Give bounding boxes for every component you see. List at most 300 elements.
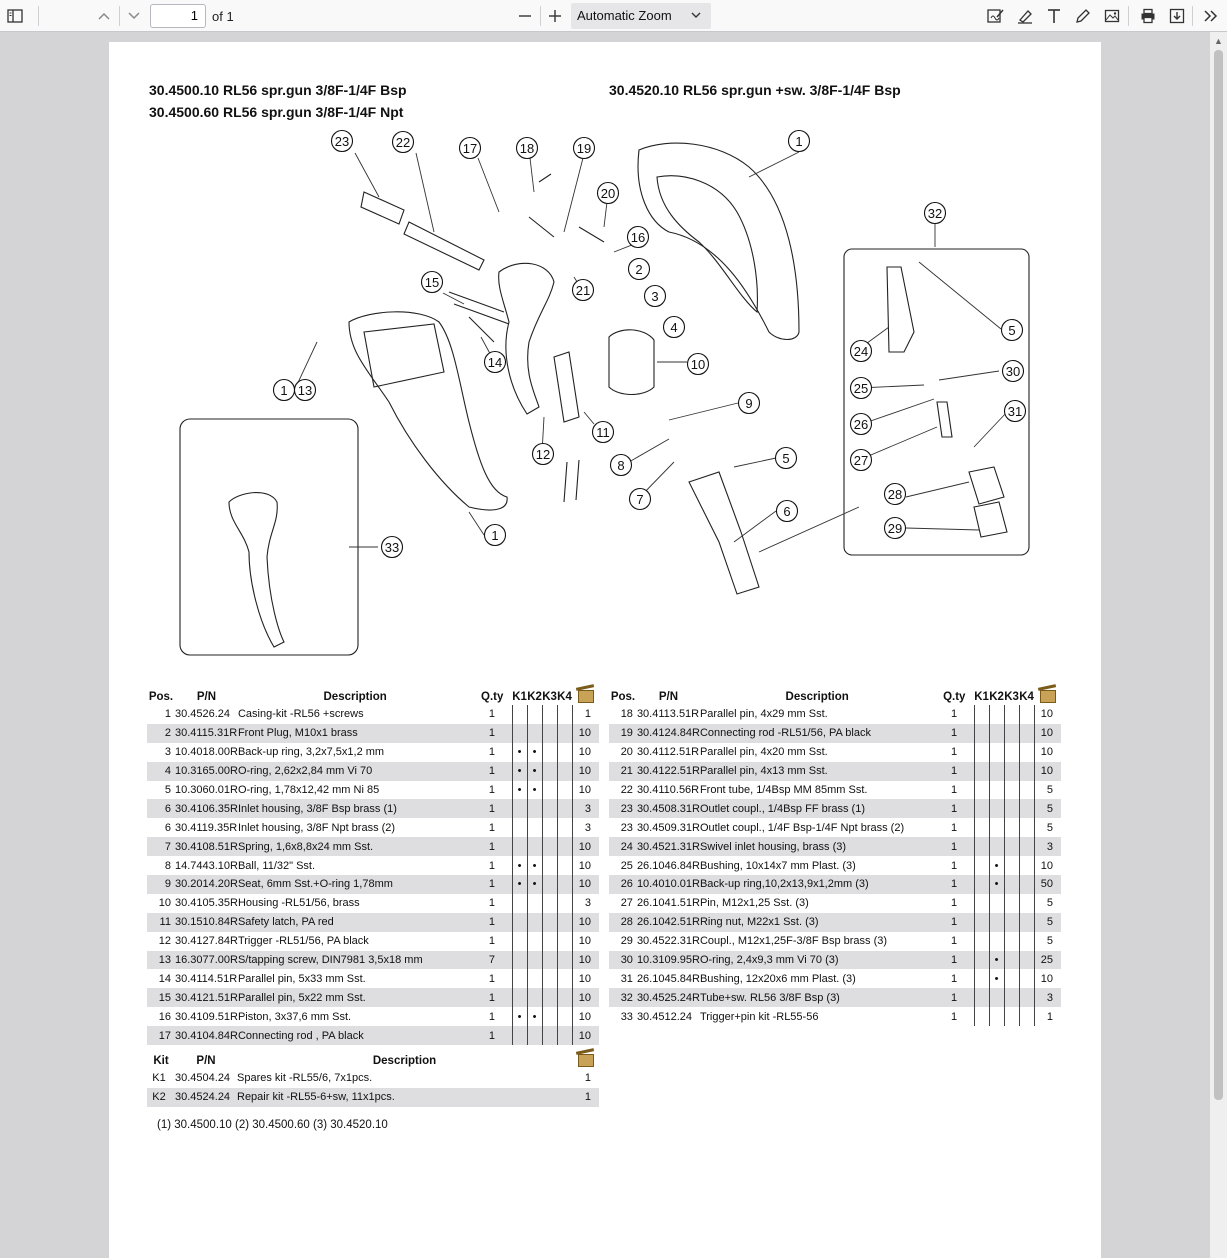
svg-text:7: 7 [636, 492, 644, 507]
cell-pn: 30.4124.84R [637, 724, 700, 743]
cell-k2 [527, 724, 542, 743]
cell-k1 [512, 988, 527, 1007]
more-tools-icon[interactable] [1199, 4, 1223, 28]
col-header-k4: K4 [1019, 690, 1034, 703]
cell-k1 [512, 932, 527, 951]
cell-pack: 5 [1046, 784, 1053, 796]
cell-pack: 3 [1034, 837, 1061, 856]
callout-24 [851, 341, 872, 362]
cell-k1 [512, 705, 527, 724]
cell-desc: Spring, 1,6x8,8x24 mm Sst. [238, 837, 472, 856]
cell-pn: 30.4112.51R [636, 746, 700, 759]
cell-pn: 10.3109.95R [637, 951, 700, 970]
cell-desc: Bushing, 12x20x6 mm Plast. (3) [699, 972, 856, 985]
cell-k1 [974, 705, 989, 724]
cell-qty: 1 [472, 913, 512, 932]
callout-30 [1003, 361, 1024, 382]
callout-13 [295, 380, 316, 401]
cell-qty: 1 [934, 724, 974, 743]
cell-desc: Tube+sw. RL56 3/8F Bsp (3) [700, 988, 934, 1007]
callout-33 [382, 537, 403, 558]
draw-icon[interactable] [1071, 4, 1095, 28]
cell-desc: O-ring, 2,62x2,84 mm Vi 70 [238, 762, 472, 781]
cell-qty: 1 [488, 708, 495, 721]
cell-k1 [974, 724, 989, 743]
table-row [609, 781, 1061, 800]
callout-9 [739, 393, 760, 414]
cell-k3 [1004, 913, 1019, 932]
cell-pos: 9 [147, 875, 175, 894]
table-header-row [147, 1052, 599, 1069]
cell-k4 [1019, 913, 1034, 932]
col-header-desc: Description [785, 690, 849, 703]
cell-k3 [542, 1007, 557, 1026]
cell-pack: 10 [572, 951, 599, 970]
svg-text:23: 23 [334, 134, 350, 149]
cell-pack: 10 [578, 935, 591, 948]
table-row [147, 799, 599, 818]
cell-k4 [557, 894, 572, 913]
cell-k2 [989, 818, 1004, 837]
cell-pos: 23 [620, 821, 633, 834]
cell-desc: Back-up ring,10,2x13,9x1,2mm (3) [700, 875, 934, 894]
zoom-in-icon[interactable] [543, 4, 567, 28]
callout-5 [1002, 320, 1023, 341]
zoom-select[interactable] [571, 3, 711, 29]
cell-pos: 6 [147, 799, 175, 818]
cell-pn: 30.4526.24 [174, 708, 231, 721]
table-row [609, 743, 1061, 762]
cell-pos: 33 [620, 1010, 633, 1023]
highlight-icon[interactable] [1013, 4, 1037, 28]
save-icon[interactable] [1165, 4, 1189, 28]
callout-1c [485, 525, 506, 546]
cell-pos: 26 [609, 875, 637, 894]
col-header-kit: Kit [153, 1054, 169, 1067]
svg-text:1: 1 [795, 134, 803, 149]
footnote: (1) 30.4500.10 (2) 30.4500.60 (3) 30.4520.10 [157, 1119, 388, 1131]
cell-pack: 10 [572, 875, 599, 894]
cell-pn: 10.3060.01R [174, 784, 238, 796]
cell-k1 [974, 762, 989, 781]
cell-k2 [989, 1007, 1004, 1026]
cell-k4 [1019, 743, 1034, 762]
cell-k4 [557, 818, 572, 837]
table-row [609, 762, 1061, 781]
cell-k2 [989, 724, 1004, 743]
callout-16 [628, 227, 649, 248]
cell-k3 [1004, 781, 1019, 800]
cell-k3 [542, 875, 557, 894]
next-page-icon[interactable] [122, 4, 146, 28]
cell-qty: 1 [488, 784, 495, 796]
cell-k4 [557, 1026, 572, 1045]
cell-k3 [542, 988, 557, 1007]
cell-qty: 1 [472, 837, 512, 856]
svg-text:5: 5 [782, 451, 790, 466]
cell-qty: 1 [488, 821, 495, 834]
cell-pack: 5 [1046, 935, 1053, 948]
title-left-1: 30.4500.10 RL56 spr.gun 3/8F-1/4F Bsp [149, 82, 407, 98]
cell-k3 [542, 762, 557, 781]
cell-k3 [1004, 951, 1019, 970]
cell-pos: 10 [158, 897, 171, 910]
cell-k2 [527, 705, 542, 724]
svg-text:33: 33 [384, 540, 400, 555]
cell-pos: 5 [164, 784, 171, 796]
cell-k1 [974, 932, 989, 951]
cell-pos: 6 [164, 821, 171, 834]
cell-k2 [527, 818, 542, 837]
cell-k4 [557, 781, 572, 800]
table-row [609, 969, 1061, 988]
cell-qty: 1 [950, 708, 958, 721]
cell-k3 [542, 969, 557, 988]
cell-k3 [542, 781, 557, 800]
svg-text:20: 20 [600, 186, 616, 201]
cell-pn: 30.4115.31R [175, 724, 238, 743]
cell-k1 [974, 1007, 989, 1026]
svg-text:3: 3 [651, 289, 659, 304]
cell-k2 [989, 781, 1004, 800]
cell-pos: 4 [147, 762, 175, 781]
table-row [609, 894, 1061, 913]
table-row [147, 913, 599, 932]
cell-pn: 30.4114.51R [174, 972, 238, 985]
cell-pos: 17 [147, 1026, 175, 1045]
cell-pack: 10 [1040, 708, 1053, 721]
cell-qty: 7 [472, 951, 512, 970]
cell-k4 [1019, 969, 1034, 988]
cell-pn: 30.4127.84R [174, 935, 238, 948]
cell-k2 [527, 799, 542, 818]
cell-pn: 30.4521.31R [637, 837, 700, 856]
cell-pos: 15 [147, 988, 175, 1007]
cell-qty: 1 [488, 746, 495, 759]
cell-pack: 10 [572, 762, 599, 781]
cell-k2 [989, 913, 1004, 932]
cell-pack: 3 [584, 821, 591, 834]
cell-k3 [1004, 818, 1019, 837]
cell-pos: 24 [609, 837, 637, 856]
cell-pack: 5 [1046, 897, 1053, 910]
cell-k4 [1019, 1007, 1034, 1026]
callout-8 [611, 455, 632, 476]
cell-k3 [1004, 799, 1019, 818]
cell-desc: Pin, M12x1,25 Sst. (3) [699, 897, 809, 910]
cell-desc: S/tapping screw, DIN7981 3,5x18 mm [238, 951, 472, 970]
cell-k1 [974, 818, 989, 837]
cell-qty: 1 [950, 746, 958, 759]
col-header-desc: Description [372, 1054, 437, 1067]
table-row [609, 951, 1061, 970]
callout-1b [274, 380, 295, 401]
svg-text:8: 8 [617, 458, 625, 473]
cell-pack: 10 [1040, 859, 1053, 872]
table-row [147, 1088, 599, 1107]
cell-qty: 1 [934, 762, 974, 781]
cell-pn: 26.1041.51R [636, 897, 700, 910]
table-row [147, 762, 599, 781]
cell-k4 [557, 743, 572, 762]
cell-k2 [527, 837, 542, 856]
kit-table [147, 1052, 599, 1107]
cell-pack: 25 [1034, 951, 1061, 970]
table-row [147, 875, 599, 894]
cell-k1 [512, 837, 527, 856]
cell-pn: 30.4108.51R [175, 837, 238, 856]
table-row [147, 724, 599, 743]
chevron-down-icon [691, 3, 701, 29]
svg-text:15: 15 [424, 275, 440, 290]
cell-qty: 1 [934, 913, 974, 932]
cell-desc: Seat, 6mm Sst.+O-ring 1,78mm [238, 875, 472, 894]
cell-qty: 1 [472, 762, 512, 781]
cell-k4 [557, 799, 572, 818]
col-header-desc: Description [323, 690, 387, 703]
table-row [609, 799, 1061, 818]
cell-desc: Coupl., M12x1,25F-3/8F Bsp brass (3) [699, 935, 888, 948]
callout-31 [1005, 401, 1026, 422]
callout-27 [851, 450, 872, 471]
cell-k4 [557, 932, 572, 951]
package-icon [578, 690, 594, 703]
callout-22 [393, 132, 414, 153]
callout-12 [533, 444, 554, 465]
svg-text:26: 26 [853, 417, 869, 432]
cell-desc: Parallel pin, 4x13 mm Sst. [700, 762, 934, 781]
cell-k1 [512, 799, 527, 818]
cell-pack: 10 [578, 784, 591, 796]
cell-k1 [512, 1026, 527, 1045]
cell-k4 [1019, 781, 1034, 800]
callout-15 [422, 272, 443, 293]
cell-desc: Front tube, 1/4Bsp MM 85mm Sst. [699, 784, 868, 796]
cell-k1: • [512, 1007, 527, 1026]
cell-desc: Front Plug, M10x1 brass [238, 724, 472, 743]
cell-k3 [1004, 969, 1019, 988]
cell-qty: 1 [934, 799, 974, 818]
zoom-out-icon[interactable] [513, 4, 537, 28]
cell-k1 [512, 894, 527, 913]
cell-k2 [527, 913, 542, 932]
cell-desc: Outlet coupl., 1/4F Bsp-1/4F Npt brass (2) [699, 821, 905, 834]
pdf-page [109, 42, 1101, 1258]
cell-k1: • [512, 856, 527, 875]
cell-desc: Safety latch, PA red [238, 913, 472, 932]
cell-k4 [1019, 799, 1034, 818]
svg-text:18: 18 [519, 141, 535, 156]
cell-k2: • [527, 781, 542, 800]
callout-7 [630, 489, 651, 510]
callout-18 [517, 138, 538, 159]
cell-k2: • [527, 875, 542, 894]
print-icon[interactable] [1136, 4, 1160, 28]
cell-pack: 10 [1034, 724, 1061, 743]
svg-text:1: 1 [280, 383, 288, 398]
cell-desc: Parallel pin, 5x22 mm Sst. [238, 988, 472, 1007]
cell-pos: 16 [158, 1010, 171, 1023]
table-row [147, 781, 599, 800]
cell-k4 [557, 762, 572, 781]
parts-table-left [147, 688, 599, 1045]
cell-k3 [542, 932, 557, 951]
table-row [147, 1069, 599, 1088]
col-header-pos: Pos. [148, 690, 174, 703]
cell-pn: 30.4109.51R [174, 1010, 238, 1023]
col-header-k1: K1 [512, 690, 527, 703]
callout-23 [332, 131, 353, 152]
cell-k4 [557, 724, 572, 743]
cell-desc: Ring nut, M22x1 Sst. (3) [700, 913, 934, 932]
text-icon[interactable] [1042, 4, 1066, 28]
cell-k3 [1004, 988, 1019, 1007]
svg-text:10: 10 [690, 357, 706, 372]
cell-k1: • [512, 762, 527, 781]
cell-k1 [974, 799, 989, 818]
cell-qty: 1 [472, 799, 512, 818]
page-number-input[interactable]: 1 [150, 4, 206, 28]
cell-k3 [542, 705, 557, 724]
svg-text:32: 32 [927, 206, 943, 221]
cell-pack: 10 [572, 837, 599, 856]
scrollbar-thumb[interactable] [1214, 50, 1223, 1100]
cell-pack: 10 [572, 913, 599, 932]
svg-text:2: 2 [635, 262, 643, 277]
cell-k1 [512, 951, 527, 970]
cell-pos: 11 [147, 913, 175, 932]
svg-text:6: 6 [783, 504, 791, 519]
cell-pn: 30.4524.24 [175, 1088, 237, 1107]
cell-k1 [974, 913, 989, 932]
svg-text:5: 5 [1008, 323, 1016, 338]
cell-k4 [557, 951, 572, 970]
cell-k1 [512, 818, 527, 837]
cell-pack: 10 [572, 1026, 599, 1045]
pdf-toolbar [0, 0, 1227, 32]
cell-k4 [557, 856, 572, 875]
table-row [609, 875, 1061, 894]
col-header-pack [1034, 688, 1061, 705]
cell-qty: 1 [472, 1026, 512, 1045]
cell-pack: 5 [1046, 821, 1053, 834]
cell-k4 [557, 837, 572, 856]
cell-desc: Casing-kit -RL56 +screws [237, 708, 364, 721]
cell-qty: 1 [488, 897, 495, 910]
cell-pn: 26.1045.84R [636, 972, 700, 985]
cell-k2 [989, 799, 1004, 818]
cell-qty: 1 [950, 972, 958, 985]
exploded-parts-diagram [109, 42, 1101, 682]
cell-k4 [557, 1007, 572, 1026]
col-header-k4: K4 [557, 690, 572, 703]
cell-pack: 10 [1034, 762, 1061, 781]
toolbar-divider [119, 6, 120, 26]
cell-pn: 16.3077.00R [175, 951, 238, 970]
cell-k2 [527, 951, 542, 970]
cell-qty: 1 [934, 988, 974, 1007]
cell-k3 [542, 951, 557, 970]
cell-k3 [542, 799, 557, 818]
cell-pos: 21 [609, 762, 637, 781]
cell-k1 [974, 951, 989, 970]
svg-text:12: 12 [535, 447, 551, 462]
cell-k1 [974, 856, 989, 875]
table-row [609, 724, 1061, 743]
table-row [609, 837, 1061, 856]
callout-28 [885, 484, 906, 505]
cell-pos: 19 [609, 724, 637, 743]
cell-pn: 30.4509.31R [636, 821, 700, 834]
cell-pack: 10 [578, 746, 591, 759]
cell-k3 [542, 1026, 557, 1045]
cell-k1 [974, 837, 989, 856]
cell-k4 [1019, 762, 1034, 781]
cell-pack: 10 [1040, 746, 1053, 759]
cell-k1 [974, 743, 989, 762]
signature-icon[interactable] [984, 4, 1008, 28]
parts-table-right [609, 688, 1061, 1026]
scroll-up-icon[interactable]: ▲ [1214, 36, 1223, 46]
previous-page-icon[interactable] [92, 4, 116, 28]
svg-text:13: 13 [297, 383, 313, 398]
cell-k1: • [512, 875, 527, 894]
diagram-callouts [274, 131, 1026, 558]
cell-pos: 23 [609, 799, 637, 818]
cell-k1 [974, 988, 989, 1007]
cell-pack: 1 [1046, 1010, 1053, 1023]
table-row [147, 1026, 599, 1045]
callout-2 [629, 259, 650, 280]
cell-k2: • [527, 856, 542, 875]
cell-k3 [1004, 932, 1019, 951]
table-row [609, 818, 1061, 837]
cell-k4 [557, 988, 572, 1007]
table-row [147, 705, 599, 724]
cell-qty: 1 [488, 972, 495, 985]
table-row [609, 705, 1061, 724]
cell-pn: 30.4525.24R [637, 988, 700, 1007]
cell-k4 [1019, 951, 1034, 970]
table-row [147, 743, 599, 762]
package-icon [578, 1054, 594, 1067]
cell-desc: Inlet housing, 3/8F Npt brass (2) [237, 821, 396, 834]
cell-desc: O-ring, 2,4x9,3 mm Vi 70 (3) [700, 951, 934, 970]
col-header-k3: K3 [542, 690, 557, 703]
table-row [147, 932, 599, 951]
cell-qty: 1 [934, 837, 974, 856]
cell-pn: 14.7443.10R [174, 859, 238, 872]
cell-k4 [1019, 932, 1034, 951]
cell-k4 [1019, 894, 1034, 913]
cell-pack: 1 [572, 1088, 599, 1107]
image-icon[interactable] [1100, 4, 1124, 28]
cell-qty: 1 [488, 859, 495, 872]
cell-k3 [1004, 875, 1019, 894]
cell-pos: 18 [620, 708, 633, 721]
cell-pn: 30.4113.51R [636, 708, 700, 721]
cell-desc: Outlet coupl., 1/4Bsp FF brass (1) [700, 799, 934, 818]
cell-k1 [512, 969, 527, 988]
cell-pos: 22 [620, 784, 633, 796]
cell-pn: 26.1042.51R [637, 913, 700, 932]
svg-text:27: 27 [853, 453, 869, 468]
vertical-scrollbar[interactable] [1210, 32, 1227, 1258]
cell-k3 [1004, 837, 1019, 856]
sidebar-toggle-icon[interactable] [3, 4, 27, 28]
svg-text:21: 21 [575, 283, 591, 298]
cell-desc: Spares kit -RL55/6, 7x1pcs. [237, 1072, 373, 1085]
